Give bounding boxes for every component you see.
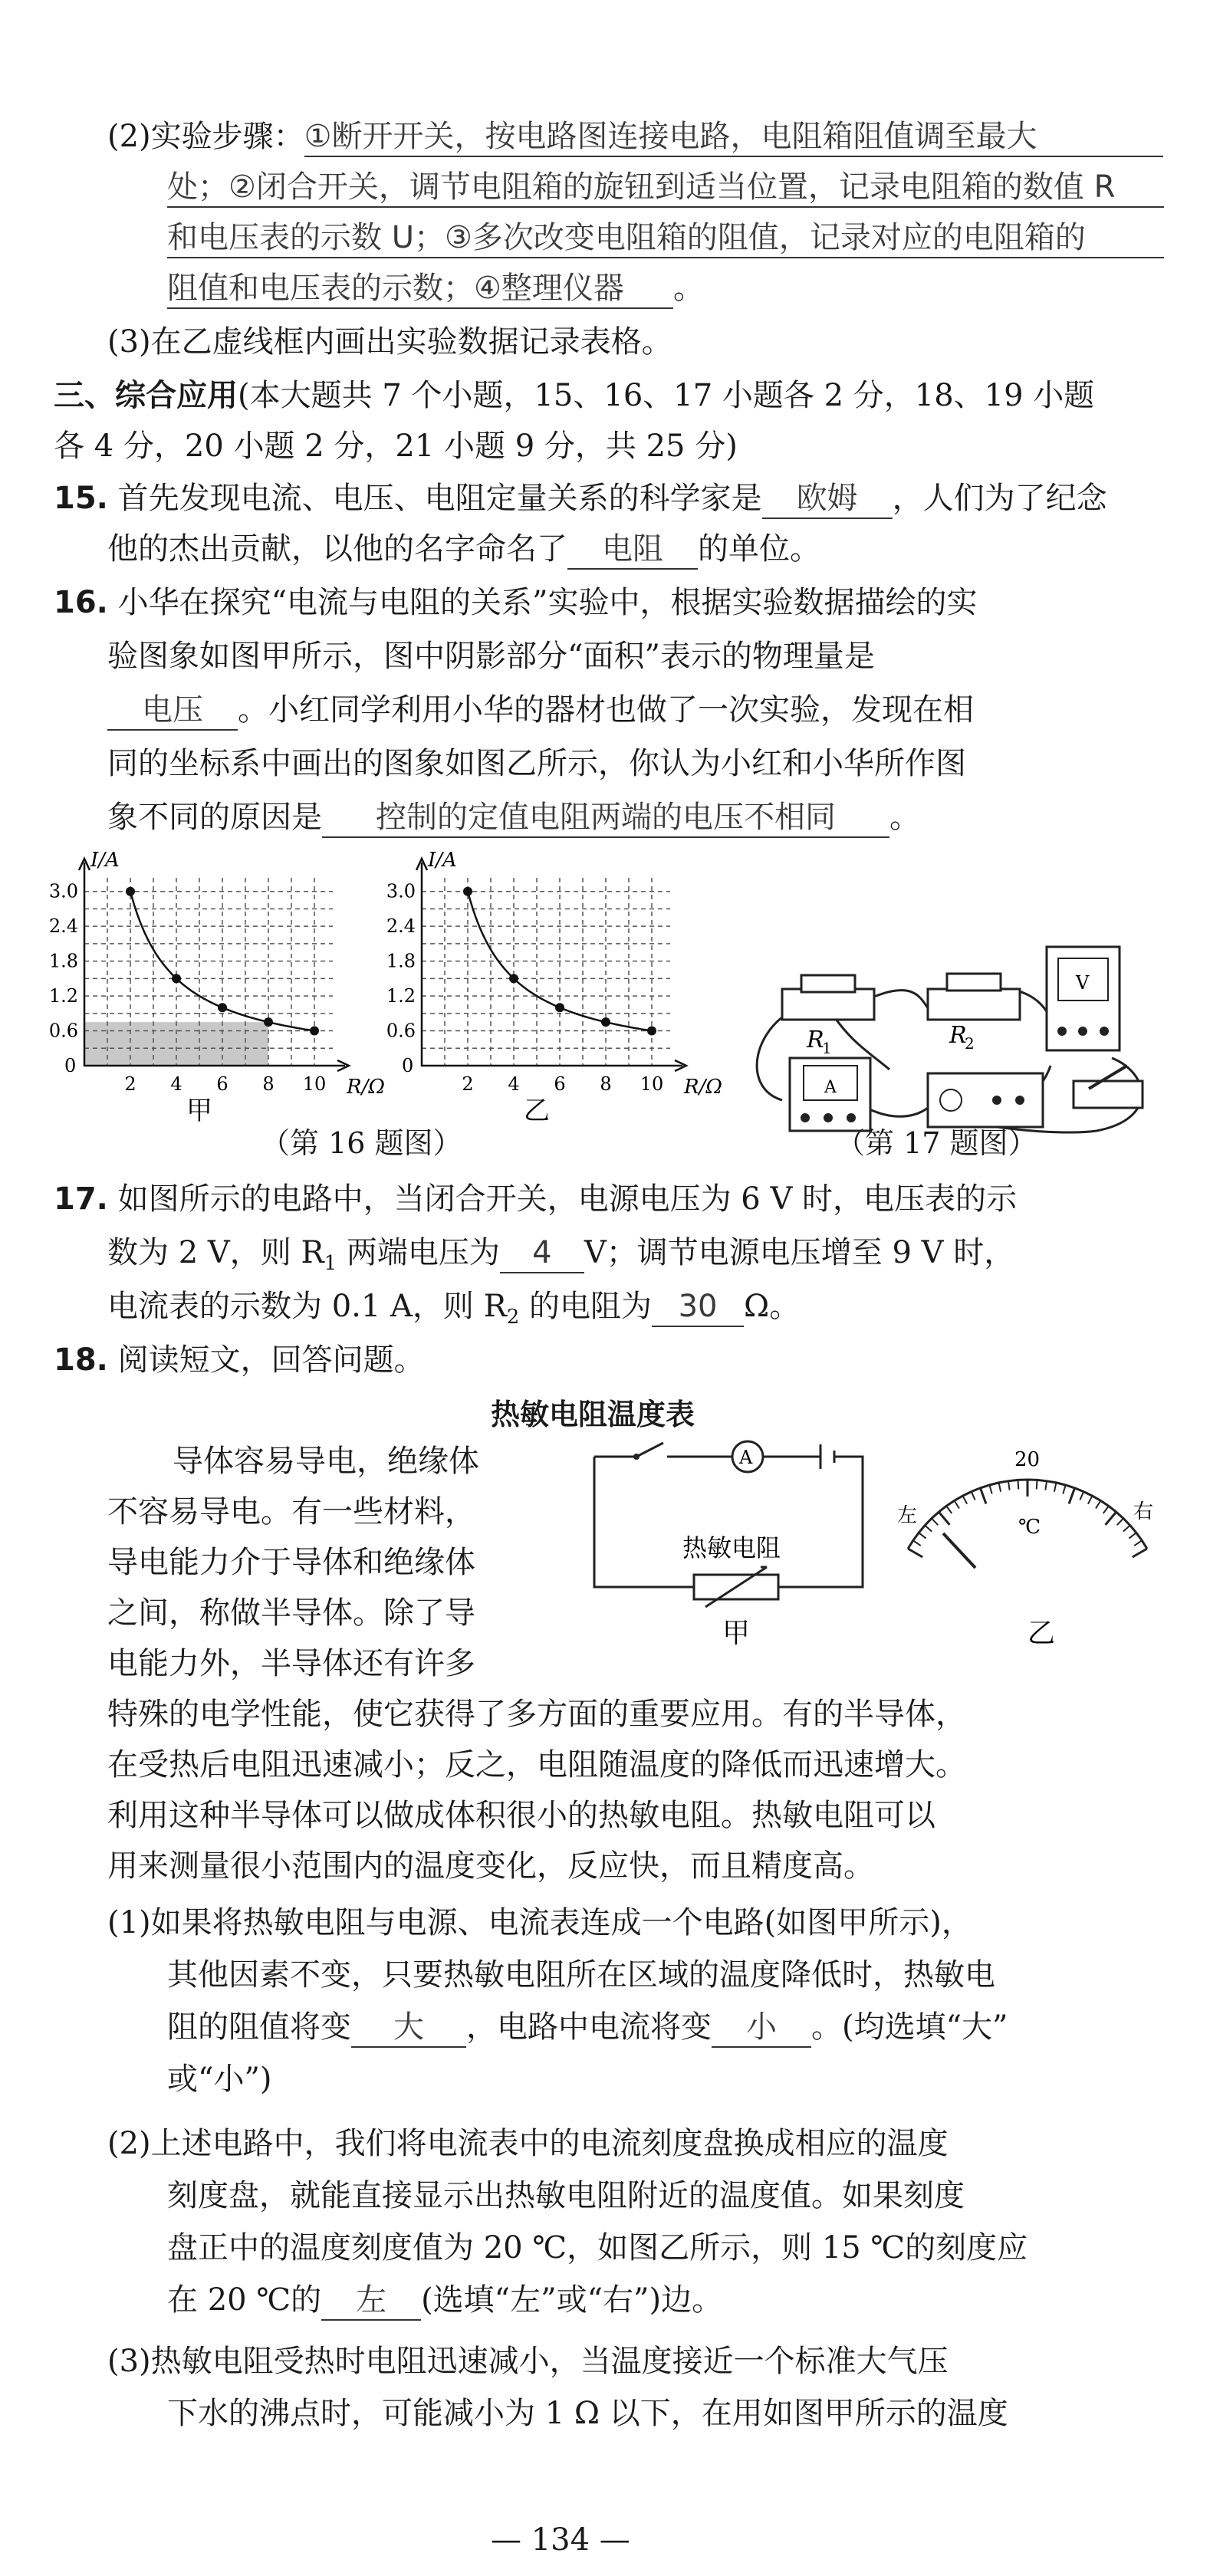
q16-line-1 — [54, 581, 977, 624]
article-p1: 导体容易导电，绝缘体 — [173, 1444, 479, 1479]
svg-text:右: 右 — [1133, 1500, 1154, 1523]
data-point — [555, 1003, 564, 1012]
origin-label: 0 — [402, 1055, 414, 1076]
voltmeter — [1047, 947, 1120, 1050]
q16-text-1: 小华在探究“电流与电阻的关系”实验中，根据实验数据描绘的实 — [117, 585, 978, 620]
step-end: 。 — [673, 271, 704, 306]
s2-line-1: (2)上述电路中，我们将电流表中的电流刻度盘换成相应的温度 — [107, 2126, 949, 2161]
q17-text-2b: 两端电压为 — [337, 1235, 500, 1270]
article-p2: 不容易导电。有一些材料， — [107, 1494, 475, 1530]
section-header — [54, 374, 1094, 417]
q17-answer-2: 30 — [652, 1287, 744, 1327]
step-line-3 — [167, 216, 1164, 259]
s1-text-3c: 。(均选填“大” — [811, 2009, 1008, 2045]
data-point — [310, 1027, 319, 1036]
dial-tick — [1106, 1512, 1116, 1525]
page-number: — 134 — — [491, 2522, 630, 2558]
y-tick-label: 1.8 — [386, 950, 416, 972]
data-point — [264, 1017, 273, 1027]
q16-text-5a: 象不同的原因是 — [107, 800, 322, 835]
y-tick-label: 1.2 — [386, 985, 416, 1007]
article-p5: 电能力外，半导体还有许多 — [107, 1646, 475, 1681]
svg-text:V: V — [1076, 972, 1090, 994]
dial-tick — [999, 1483, 1001, 1492]
svg-text:R: R — [949, 1022, 967, 1049]
data-point — [218, 1003, 227, 1012]
dial-tick — [946, 1506, 952, 1513]
article-title: 热敏电阻温度表 — [491, 1398, 695, 1431]
dial-tick — [972, 1492, 975, 1500]
part3-line: (3)在乙虚线框内画出实验数据记录表格。 — [107, 324, 672, 360]
fig16-caption: （第 16 题图） — [261, 1126, 462, 1160]
q16-line-3 — [107, 688, 974, 731]
svg-text:A: A — [739, 1447, 753, 1468]
s1-line-3 — [167, 2006, 1008, 2049]
thermistor-circuit — [590, 1434, 866, 1648]
dial-tick — [1134, 1540, 1142, 1546]
step-line-4 — [167, 267, 704, 310]
section-desc-1: (本大题共 7 个小题，15、16、17 小题各 2 分，18、19 小题 — [238, 378, 1095, 413]
y-tick-label: 0.6 — [48, 1020, 78, 1042]
data-point — [172, 974, 181, 983]
q16-answer-2: 控制的定值电阻两端的电压不相同 — [322, 798, 889, 838]
step-label: (2)实验步骤： — [107, 119, 304, 154]
x-axis-label: R/Ω — [347, 1076, 385, 1099]
fig17-caption: （第 17 题图） — [836, 1126, 1037, 1160]
article-p8: 利用这种半导体可以做成体积很小的热敏电阻。热敏电阻可以 — [107, 1798, 935, 1833]
article-p7: 在受热后电阻迅速减小；反之，电阻随温度的降低而迅速增大。 — [107, 1747, 966, 1783]
graph-jia — [23, 843, 385, 1126]
q17-line-3 — [107, 1285, 800, 1339]
dial-tick — [908, 1549, 922, 1557]
s2-line-4 — [167, 2279, 722, 2321]
q17-text-2c: V；调节电源电压增至 9 V 时， — [584, 1235, 1015, 1270]
dial-tick — [989, 1485, 991, 1494]
svg-text:热敏电阻: 热敏电阻 — [682, 1533, 781, 1562]
s1-line-1: (1)如果将热敏电阻与电源、电流表连成一个电路(如图甲所示)， — [107, 1905, 972, 1940]
svg-text:2: 2 — [965, 1034, 975, 1053]
section-desc-2: 各 4 分，20 小题 2 分，21 小题 9 分，共 25 分) — [54, 429, 738, 464]
dial-tick — [1096, 1500, 1100, 1508]
x-tick-label: 8 — [600, 1073, 612, 1095]
article-p6: 特殊的电学性能，使它获得了多方面的重要应用。有的半导体， — [107, 1697, 966, 1732]
y-tick-label: 1.8 — [48, 950, 78, 972]
data-point — [509, 974, 518, 983]
data-point — [601, 1017, 610, 1027]
step-line-2 — [167, 166, 1164, 209]
article-p9: 用来测量很小范围内的温度变化，反应快，而且精度高。 — [107, 1848, 874, 1884]
article-p4: 之间，称做半导体。除了导 — [107, 1595, 475, 1631]
y-tick-label: 0.6 — [386, 1020, 416, 1042]
svg-text:20: 20 — [1014, 1448, 1041, 1471]
dial-needle — [943, 1533, 975, 1568]
q15-line-2 — [107, 527, 820, 570]
y-axis-label: I/A — [90, 849, 120, 872]
x-axis-label: R/Ω — [684, 1076, 722, 1099]
s1-line-2: 其他因素不变，只要热敏电阻所在区域的温度降低时，热敏电 — [167, 1957, 995, 1993]
q16-line-5 — [107, 796, 920, 839]
x-tick-label: 8 — [262, 1073, 275, 1095]
graph-title: 甲 — [186, 1096, 212, 1126]
dial-tick — [1129, 1533, 1136, 1538]
s2-line-2: 刻度盘，就能直接显示出热敏电阻附近的温度值。如果刻度 — [167, 2178, 965, 2213]
dial-tick — [1063, 1485, 1065, 1494]
step-line-1 — [107, 115, 1163, 158]
axes — [422, 863, 682, 1066]
svg-text:乙: 乙 — [1028, 1618, 1056, 1649]
dial-tick — [1123, 1526, 1130, 1532]
q15-text-d: 的单位。 — [698, 531, 820, 567]
dial-tick — [962, 1496, 967, 1504]
y-axis-label: I/A — [428, 849, 457, 872]
dial-tick — [1054, 1483, 1056, 1492]
s3-line-1: (3)热敏电阻受热时电阻迅速减小，当温度接近一个标准大气压 — [107, 2344, 949, 2379]
x-tick-label: 6 — [216, 1073, 229, 1095]
q17-text-3b: 的电阻为 — [519, 1289, 653, 1324]
y-tick-label: 3.0 — [48, 880, 78, 902]
s2-text-4b: (选填“左”或“右”)边。 — [421, 2282, 723, 2318]
q17-line-1 — [54, 1178, 1017, 1221]
dial-tick — [955, 1500, 959, 1508]
graph-yi — [360, 843, 722, 1126]
s2-line-3: 盘正中的温度刻度值为 20 ℃，如图乙所示，则 15 ℃的刻度应 — [167, 2230, 1028, 2266]
dial-tick — [980, 1488, 986, 1504]
q17-line-2 — [107, 1231, 1014, 1285]
q17-sub-1: 1 — [324, 1252, 337, 1275]
x-tick-label: 6 — [554, 1073, 566, 1095]
dial-tick — [1045, 1481, 1047, 1490]
step-answer-3: 和电压表的示数 U；③多次改变电阻箱的阻值，记录对应的电阻箱的 — [167, 219, 1164, 258]
y-tick-label: 2.4 — [386, 915, 416, 938]
x-tick-label: 10 — [640, 1073, 664, 1095]
q16-text-3: 。小红同学利用小华的器材也做了一次实验，发现在相 — [238, 692, 974, 728]
q16-line-2: 验图象如图甲所示，图中阴影部分“面积”表示的物理量是 — [107, 639, 875, 674]
s1-answer-1: 大 — [351, 2008, 466, 2048]
x-tick-label: 2 — [124, 1073, 136, 1095]
q17-text-1: 如图所示的电路中，当闭合开关，电源电压为 6 V 时，电压表的示 — [117, 1181, 1018, 1217]
dial-tick — [925, 1526, 932, 1532]
step-answer-1: ①断开开关，按电路图连接电路，电阻箱阻值调至最大 — [304, 117, 1163, 157]
s1-answer-2: 小 — [712, 2008, 811, 2048]
dial-tick — [932, 1519, 938, 1526]
data-point — [126, 887, 135, 896]
dial-tick — [939, 1512, 949, 1525]
y-tick-label: 1.2 — [48, 985, 78, 1007]
svg-text:甲: 甲 — [722, 1618, 751, 1649]
y-tick-label: 3.0 — [386, 880, 416, 902]
q15-text-a: 首先发现电流、电压、电阻定量关系的科学家是 — [117, 481, 762, 516]
article-p3: 导电能力介于导体和绝缘体 — [107, 1545, 475, 1580]
dial-tick — [1008, 1481, 1010, 1490]
y-tick-label: 2.4 — [48, 915, 78, 938]
svg-text:℃: ℃ — [1018, 1516, 1041, 1539]
dial-tick — [1103, 1506, 1109, 1513]
q17-text-2a: 数为 2 V，则 R — [107, 1235, 324, 1270]
x-tick-label: 2 — [462, 1073, 474, 1095]
q16-number: 16. — [54, 585, 108, 620]
svg-text:R: R — [807, 1027, 824, 1053]
graph-title: 乙 — [524, 1096, 550, 1126]
s2-answer: 左 — [321, 2281, 421, 2321]
q17-sub-2: 2 — [506, 1306, 520, 1329]
q15-text-c: 他的杰出贡献，以他的名字命名了 — [107, 531, 567, 567]
q18-number: 18. — [54, 1342, 108, 1378]
q15-number: 15. — [54, 481, 108, 516]
q16-text-5b: 。 — [889, 800, 920, 835]
step-answer-2: 处；②闭合开关，调节电阻箱的旋钮到适当位置，记录电阻箱的数值 R — [167, 168, 1164, 208]
dial-tick — [913, 1540, 921, 1546]
resistor-r2 — [928, 974, 1020, 1053]
section-title: 三、综合应用 — [54, 378, 238, 413]
step-answer-4: 阻值和电压表的示数；④整理仪器 — [167, 269, 673, 309]
dial-tick — [919, 1533, 926, 1538]
dial-tick — [1133, 1549, 1147, 1557]
s1-text-3a: 阻的阻值将变 — [167, 2009, 351, 2045]
q15-answer-2: 电阻 — [567, 530, 698, 570]
q17-text-3c: Ω。 — [744, 1289, 801, 1324]
dial-tick — [1069, 1488, 1075, 1504]
q17-text-3a: 电流表的示数为 0.1 A，则 R — [107, 1289, 507, 1324]
dial-tick — [1080, 1492, 1083, 1500]
x-tick-label: 4 — [170, 1073, 182, 1095]
q17-answer-1: 4 — [500, 1234, 584, 1273]
data-point — [463, 887, 472, 896]
circuit-photo — [736, 935, 1166, 1135]
q18-line-1 — [54, 1339, 425, 1382]
s3-line-2: 下水的沸点时，可能减小为 1 Ω 以下，在用如图甲所示的温度 — [167, 2396, 1008, 2431]
q15-text-b: ，人们为了纪念 — [892, 481, 1107, 516]
data-point — [647, 1027, 656, 1036]
svg-text:左: 左 — [897, 1504, 918, 1527]
dial-tick — [1117, 1519, 1123, 1526]
x-tick-label: 4 — [508, 1073, 520, 1095]
q17-number: 17. — [54, 1181, 108, 1217]
temperature-dial — [889, 1441, 1166, 1656]
q16-line-4: 同的坐标系中画出的图象如图乙所示，你认为小红和小华所作图 — [107, 746, 966, 781]
dial-tick — [1088, 1496, 1093, 1504]
s1-text-3b: ，电路中电流将变 — [466, 2009, 712, 2045]
s2-text-4a: 在 20 ℃的 — [167, 2282, 322, 2318]
svg-text:A: A — [824, 1078, 837, 1097]
q15-line-1 — [54, 477, 1107, 520]
origin-label: 0 — [64, 1055, 77, 1076]
s1-line-4: 或“小”) — [167, 2062, 272, 2097]
q16-answer-1: 电压 — [107, 691, 238, 731]
q15-answer-1: 欧姆 — [762, 479, 893, 519]
svg-text:1: 1 — [822, 1039, 832, 1057]
q18-intro: 阅读短文，回答问题。 — [117, 1342, 425, 1378]
x-tick-label: 10 — [302, 1073, 327, 1095]
